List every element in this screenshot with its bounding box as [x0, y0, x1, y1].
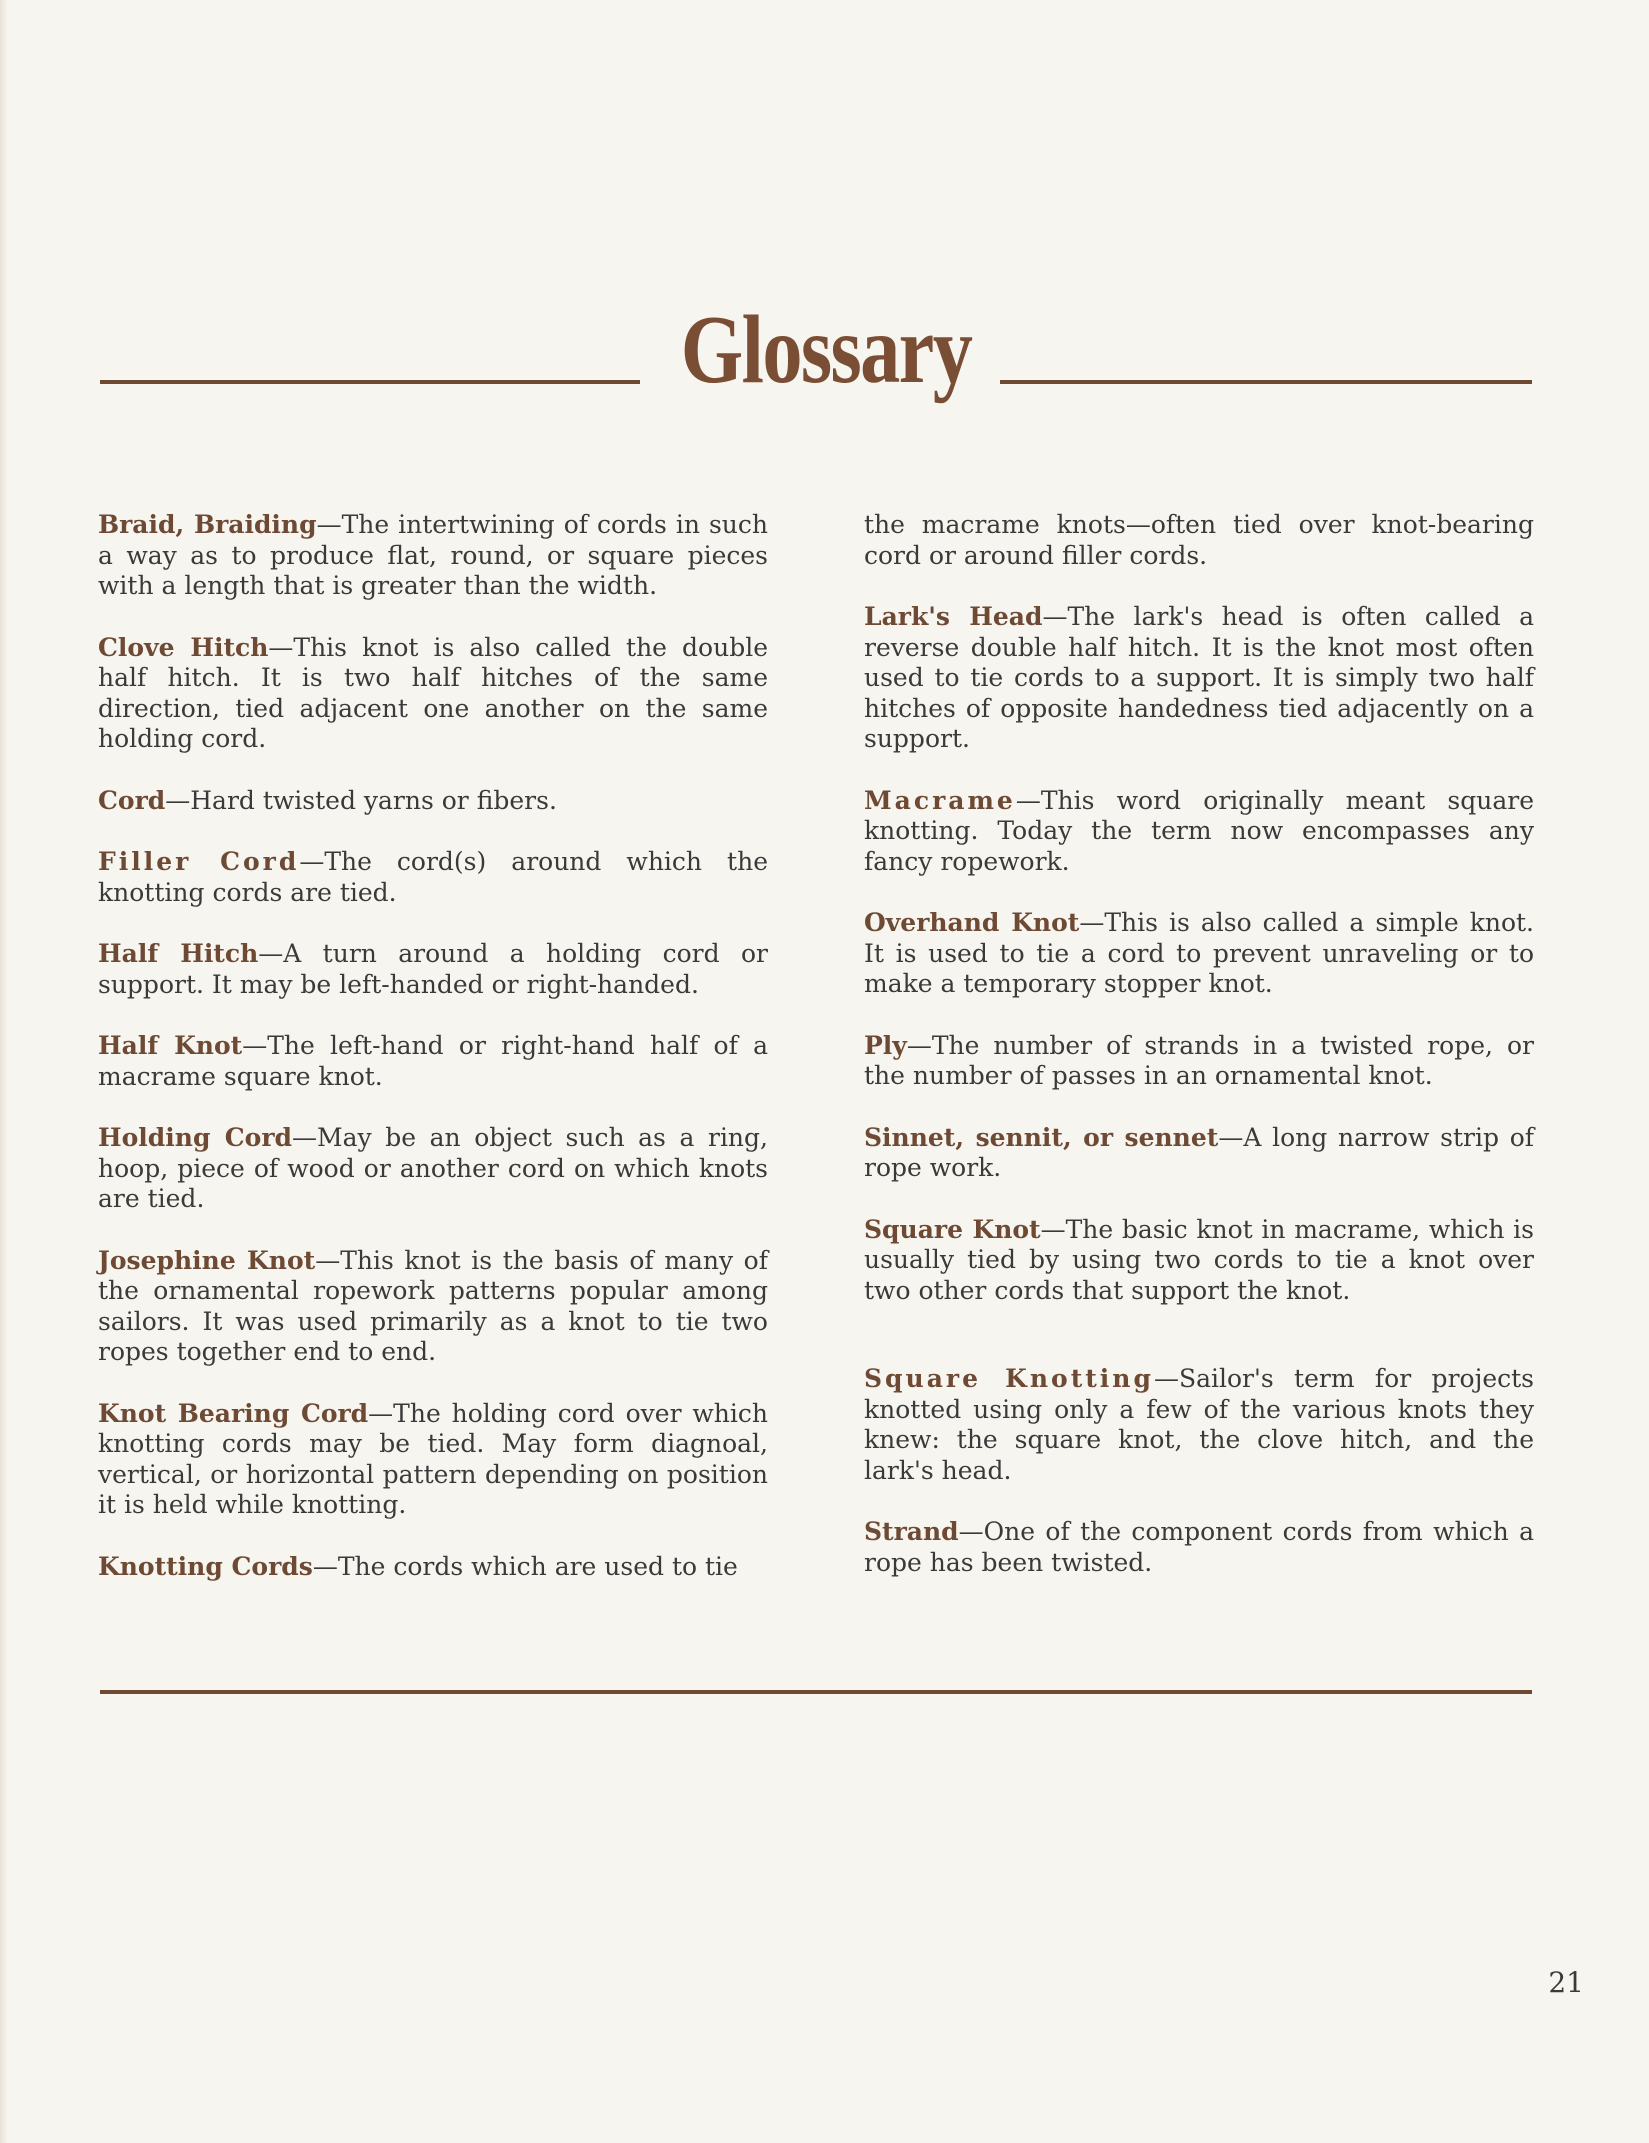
glossary-definition: —The cord(s) around which the knotting cords are tied.	[98, 847, 768, 907]
glossary-term: Knot Bearing Cord	[98, 1398, 369, 1428]
glossary-definition: —The lark's head is often called a reverse double half hitch. It is the knot most often used to tie cords to a support. It is simply two half hitches of opposite handedness tied adjacently on a support.	[864, 602, 1534, 753]
glossary-term: Square Knotting	[864, 1364, 1154, 1393]
glossary-entry	[98, 1399, 768, 1521]
glossary-definition: —The cords which are used to tie	[312, 1551, 738, 1581]
glossary-entry	[98, 1031, 768, 1092]
glossary-entry	[98, 786, 768, 817]
glossary-definition: —May be an object such as a ring, hoop, piece of wood or another cord on which knots are tied.	[98, 1123, 768, 1213]
bottom-rule	[100, 1690, 1532, 1694]
glossary-definition: —The basic knot in macrame, which is usually tied by using two cords to tie a knot over two other cords that support the knot.	[864, 1214, 1534, 1305]
left-column	[98, 510, 768, 1613]
glossary-definition: —The intertwining of cords in such a way as to produce flat, round, or square pieces with a length that is greater than the width.	[98, 510, 768, 600]
glossary-term: Strand	[864, 1517, 959, 1546]
glossary-entry	[98, 1552, 768, 1583]
title-row	[100, 290, 1532, 410]
title-rule-right	[1000, 380, 1532, 384]
page-edge	[0, 0, 8, 2143]
glossary-entry	[864, 1123, 1534, 1184]
glossary-definition: —Hard twisted yarns or fibers.	[165, 785, 557, 815]
glossary-entry	[864, 786, 1534, 878]
glossary-entry	[864, 1031, 1534, 1092]
glossary-definition: —A long narrow strip of rope work.	[864, 1122, 1535, 1182]
glossary-term: Overhand Knot	[864, 908, 1080, 937]
glossary-term: Filler Cord	[98, 847, 300, 876]
glossary-entry	[98, 1246, 768, 1368]
right-column	[864, 510, 1534, 1609]
page-number: 21	[1548, 1966, 1584, 1999]
glossary-term: Josephine Knot	[98, 1245, 316, 1275]
glossary-definition: —The left-hand or right-hand half of a macrame square knot.	[98, 1031, 768, 1091]
glossary-entry	[98, 510, 768, 602]
glossary-entry	[864, 908, 1534, 1000]
glossary-term: Sinnet, sennit, or sennet	[864, 1122, 1219, 1152]
glossary-entry	[864, 1364, 1534, 1486]
glossary-term: Cord	[98, 785, 166, 815]
glossary-term: Lark's Head	[864, 602, 1043, 631]
glossary-definition: —A turn around a holding cord or support. It may be left-handed or right-handed.	[98, 939, 768, 999]
glossary-term: Half Knot	[98, 1031, 243, 1060]
glossary-entry	[98, 847, 768, 908]
glossary-term: Square Knot	[864, 1214, 1041, 1244]
glossary-term: Macrame	[864, 785, 1016, 815]
glossary-definition: —One of the component cords from which a rope has been twisted.	[864, 1517, 1534, 1577]
glossary-term: Clove Hitch	[98, 632, 269, 662]
glossary-definition: —The number of strands in a twisted rope, or the number of passes in an ornamental knot.	[864, 1030, 1534, 1090]
glossary-entry	[864, 1517, 1534, 1578]
glossary-definition: —Sailor's term for projects knotted using only a few of the various knots they knew: the square knot, the clove hitch, and the lark's head.	[864, 1364, 1534, 1485]
glossary-definition: —This is also called a simple knot. It is used to tie a cord to prevent unraveling or to make a temporary stopper knot.	[864, 908, 1535, 998]
glossary-definition: —This knot is also called the double half hitch. It is two half hitches of the same direction, tied adjacent one another on the same holding cord.	[98, 632, 768, 753]
glossary-term: Braid, Braiding	[98, 510, 317, 539]
glossary-term: Half Hitch	[98, 939, 259, 968]
glossary-term: Holding Cord	[98, 1123, 293, 1152]
glossary-definition: —The holding cord over which knotting cords may be tied. May form diagnoal, vertical, or horizontal pattern depending on position it is held while knotting.	[98, 1398, 768, 1519]
title-rule-left	[100, 380, 640, 384]
glossary-term: Ply	[864, 1030, 907, 1060]
glossary-term: Knotting Cords	[98, 1551, 313, 1581]
glossary-definition: —This knot is the basis of many of the ornamental ropework patterns popular among sailors. It was used primarily as a knot to tie two ropes together end to end.	[98, 1245, 768, 1366]
glossary-entry	[98, 633, 768, 755]
glossary-entry	[98, 1123, 768, 1215]
glossary-continuation: the macrame knots—often tied over knot-bearing cord or around filler cords.	[864, 510, 1534, 570]
glossary-definition: —This word originally meant square knotting. Today the term now encompasses any fancy ropework.	[864, 785, 1534, 876]
glossary-entry	[864, 1215, 1534, 1307]
page-title: Glossary	[680, 296, 972, 404]
glossary-entry	[864, 602, 1534, 755]
glossary-entry	[98, 939, 768, 1000]
